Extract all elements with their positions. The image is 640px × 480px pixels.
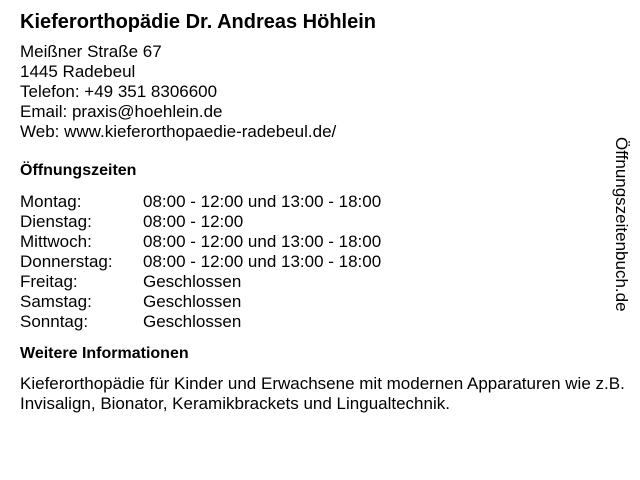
further-information-heading: Weitere Informationen — [20, 345, 189, 362]
hours-row-thursday — [20, 252, 615, 272]
hours-day: Sonntag: — [20, 312, 89, 331]
hours-row-saturday — [20, 292, 615, 312]
hours-time: Geschlossen — [143, 272, 242, 291]
hours-row-monday — [20, 192, 615, 212]
city-address: 1445 Radebeul — [20, 62, 136, 81]
contact-block — [20, 42, 615, 142]
practice-name: Kieferorthopädie Dr. Andreas Höhlein — [20, 11, 376, 33]
hours-row-friday — [20, 272, 615, 292]
hours-day: Dienstag: — [20, 212, 92, 231]
site-watermark: Öffnungszeitenbuch.de — [612, 137, 631, 312]
hours-time: 08:00 - 12:00 und 13:00 - 18:00 — [143, 252, 382, 271]
phone-number: Telefon: +49 351 8306600 — [20, 82, 218, 101]
hours-time: 08:00 - 12:00 und 13:00 - 18:00 — [143, 232, 382, 251]
hours-day: Freitag: — [20, 272, 78, 291]
hours-time: 08:00 - 12:00 und 13:00 - 18:00 — [143, 192, 382, 211]
further-information-text: Kieferorthopädie für Kinder und Erwachsene mit modernen Apparaturen wie z.B. Invisalign, Bionator, Keramikbrackets und Lingualtechnik. — [20, 374, 625, 413]
hours-row-sunday — [20, 312, 615, 332]
hours-time: Geschlossen — [143, 292, 242, 311]
hours-day: Montag: — [20, 192, 82, 211]
email-address: Email: praxis@hoehlein.de — [20, 102, 223, 121]
hours-row-wednesday — [20, 232, 615, 252]
hours-day: Donnerstag: — [20, 252, 113, 271]
hours-row-tuesday — [20, 212, 615, 232]
hours-day: Samstag: — [20, 292, 92, 311]
website-address: Web: www.kieferorthopaedie-radebeul.de/ — [20, 122, 337, 141]
hours-day: Mittwoch: — [20, 232, 92, 251]
street-address: Meißner Straße 67 — [20, 42, 162, 61]
hours-time: Geschlossen — [143, 312, 242, 331]
hours-time: 08:00 - 12:00 — [143, 212, 244, 231]
opening-hours-table — [20, 192, 615, 332]
opening-hours-heading: Öffnungszeiten — [20, 162, 137, 179]
